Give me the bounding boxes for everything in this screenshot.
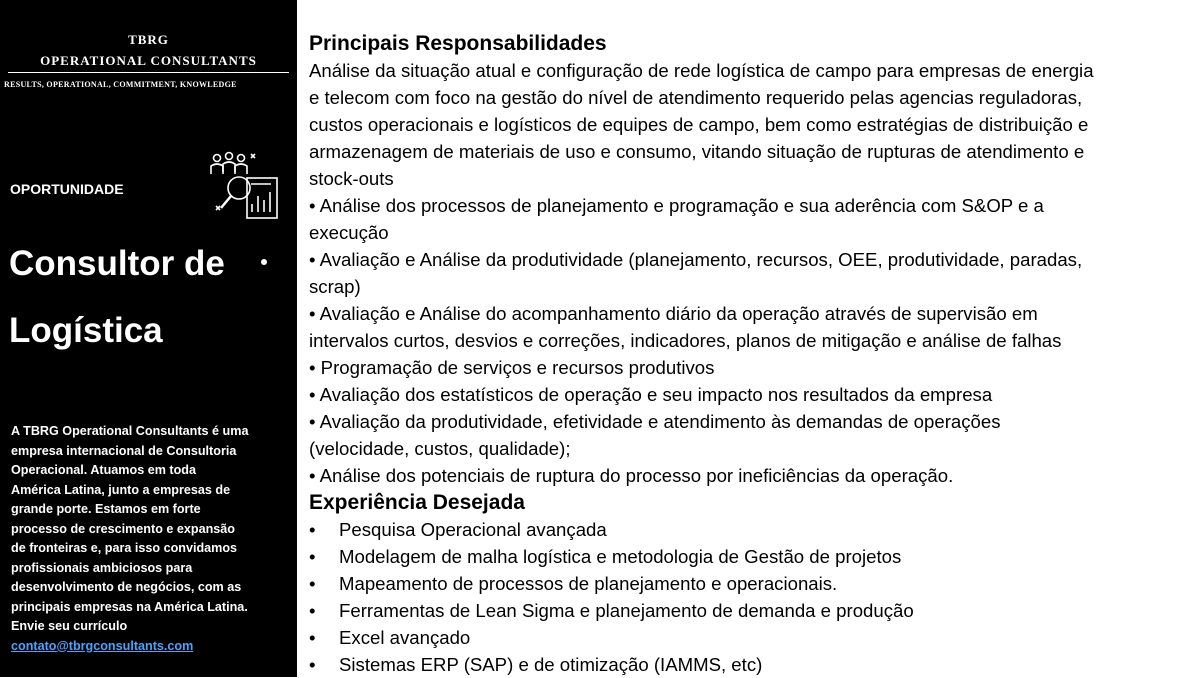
company-line: principais empresas na América Latina.: [11, 599, 248, 614]
logo-tagline: RESULTS, OPERATIONAL, COMMITMENT, KNOWLEDGE: [4, 80, 237, 89]
responsibility-line: armazenagem de materiais de uso e consumo, vitando situação de rupturas de atendimento e: [309, 141, 1085, 162]
experience-item-text: Mapeamento de processos de planejamento e operacionais.: [339, 573, 838, 594]
responsibility-line: intervalos curtos, desvios e correções, indicadores, planos de mitigação e análise de falhas: [309, 330, 1062, 351]
experience-item-text: Excel avançado: [339, 627, 471, 648]
company-line: Operacional. Atuamos em toda: [11, 463, 196, 477]
logo-title: TBRG: [128, 32, 169, 47]
experience-item-text: Pesquisa Operacional avançada: [339, 519, 607, 540]
job-title-line-2: Logística: [9, 311, 163, 350]
company-line: de fronteiras e, para isso convidamos: [11, 541, 238, 555]
experience-heading: Experiência Desejada: [309, 491, 525, 514]
bullet: •: [309, 627, 316, 648]
company-line: processo de crescimento e expansão: [11, 521, 235, 536]
experience-item: [309, 516, 1189, 543]
team-analysis-icon: [207, 150, 283, 228]
bullet: •: [309, 600, 316, 621]
experience-item: [309, 570, 1189, 597]
bullet: •: [309, 654, 316, 675]
job-title-line-1: Consultor de: [9, 244, 225, 283]
company-line: A TBRG Operational Consultants é uma: [11, 424, 249, 438]
responsibility-line: • Programação de serviços e recursos produtivos: [309, 357, 715, 378]
responsibility-line: scrap): [309, 276, 361, 297]
company-line: desenvolvimento de negócios, com as: [11, 580, 242, 594]
logo-divider: [8, 72, 289, 73]
experience-item-text: Ferramentas de Lean Sigma e planejamento de demanda e produção: [339, 600, 914, 621]
sidebar: [0, 0, 297, 677]
experience-item: [309, 543, 1189, 570]
bullet: •: [309, 573, 316, 594]
company-logo: [0, 32, 297, 89]
logo-subtitle: OPERATIONAL CONSULTANTS: [40, 53, 257, 68]
responsibility-line: • Avaliação e Análise da produtividade (planejamento, recursos, OEE, produtividade, paradas,: [309, 249, 1083, 270]
responsibility-line: Análise da situação atual e configuração de rede logística de campo para empresas de energia: [309, 60, 1094, 81]
company-line: América Latina, junto a empresas de: [11, 482, 231, 497]
responsibility-line: • Avaliação dos estatísticos de operação e seu impacto nos resultados da empresa: [309, 384, 993, 405]
experience-item-text: Sistemas ERP (SAP) e de otimização (IAMMS, etc): [339, 654, 763, 675]
bullet: •: [309, 519, 316, 540]
job-title: [9, 230, 249, 364]
experience-item-text: Modelagem de malha logística e metodologia de Gestão de projetos: [339, 546, 902, 567]
responsibility-line: • Análise dos processos de planejamento e programação e sua aderência com S&OP e a: [309, 195, 1044, 216]
contact-email-link[interactable]: contato@tbrgconsultants.com: [11, 638, 194, 653]
responsibility-line: e telecom com foco na gestão do nível de atendimento requerido pelas agencias reguladoras,: [309, 87, 1083, 108]
company-description: [11, 422, 283, 656]
decorative-dot: [261, 259, 267, 265]
company-line: Envie seu currículo: [11, 619, 128, 633]
responsibility-line: (velocidade, custos, qualidade);: [309, 438, 571, 459]
responsibilities-list: [309, 57, 1189, 489]
responsibility-line: custos operacionais e logísticos de equipes de campo, bem como estratégias de distribuição e: [309, 114, 1089, 135]
responsibility-line: • Avaliação e Análise do acompanhamento diário da operação através de supervisão em: [309, 303, 1038, 324]
responsibilities-heading: Principais Responsabilidades: [309, 32, 607, 55]
responsibility-line: • Análise dos potenciais de ruptura do processo por ineficiências da operação.: [309, 465, 954, 486]
company-line: empresa internacional de Consultoria: [11, 443, 237, 458]
company-line: grande porte. Estamos em forte: [11, 502, 201, 516]
experience-list: [309, 516, 1189, 678]
opportunity-label: OPORTUNIDADE: [10, 181, 124, 197]
company-line: profissionais ambiciosos para: [11, 560, 193, 575]
main-content: [309, 30, 1189, 678]
responsibility-line: stock-outs: [309, 168, 394, 189]
experience-item: [309, 597, 1189, 624]
experience-item: [309, 651, 1189, 678]
experience-item: [309, 624, 1189, 651]
bullet: •: [309, 546, 316, 567]
responsibility-line: • Avaliação da produtividade, efetividade e atendimento às demandas de operações: [309, 411, 1001, 432]
responsibility-line: execução: [309, 222, 389, 243]
